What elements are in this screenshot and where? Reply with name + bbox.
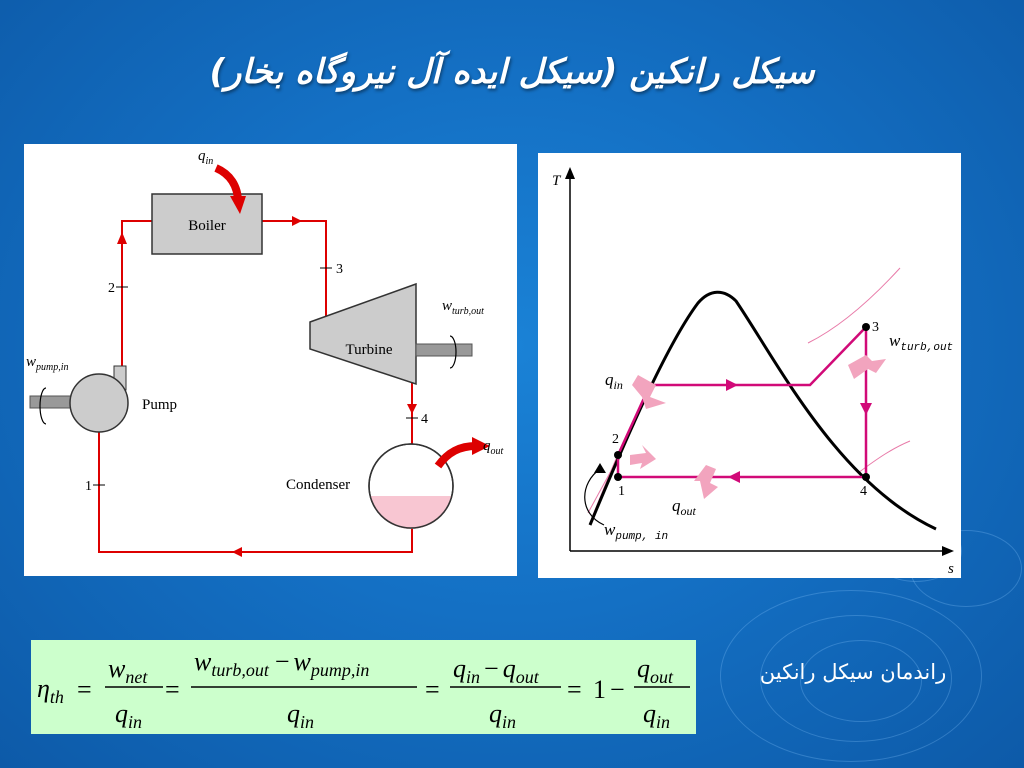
w-turb-out-label: $w_{turb,out}$	[442, 298, 484, 317]
t-axis-arrow-icon	[565, 167, 575, 179]
slide-title: سیکل رانکین (سیکل ایده آل نیروگاه بخار)	[209, 52, 815, 92]
s-axis-arrow-icon	[942, 546, 954, 556]
state-1-label: 1	[85, 479, 92, 494]
ts-diagram-panel	[538, 153, 961, 578]
boiler-label: Boiler	[188, 218, 226, 234]
s-axis-label: s	[948, 561, 954, 577]
ts-state-3-label: 3	[872, 320, 879, 335]
efficiency-formula-svg	[31, 640, 696, 734]
q-in-label: $q_{in}$	[198, 148, 214, 167]
rankine-schematic	[24, 144, 517, 576]
ts-q-in-label: $q_{in}$	[605, 370, 623, 392]
eta-symbol: $\eta_{th}$	[37, 674, 64, 707]
t-axis-label: T	[552, 173, 561, 189]
pipe-network	[99, 221, 412, 552]
turbine-label: Turbine	[345, 342, 393, 358]
q-in-denominator: $q_{in}$	[287, 699, 315, 732]
equals-sign: =	[77, 675, 92, 704]
w-pump-in-label: $w_{pump,in}$	[26, 354, 69, 373]
rankine-schematic-panel	[24, 144, 517, 576]
saturation-dome	[590, 292, 936, 529]
ts-state-4-label: 4	[860, 484, 867, 499]
state-2-label: 2	[108, 281, 115, 296]
ts-state-1-label: 1	[618, 484, 625, 499]
ts-state-2-label: 2	[612, 432, 619, 447]
equals-sign: =	[425, 675, 440, 704]
q-in-denominator: $q_{in}$	[115, 699, 143, 732]
state-3-label: 3	[336, 262, 343, 277]
q-out-numerator: $q_{out}$	[637, 654, 674, 687]
q-in-denominator: $q_{in}$	[643, 699, 671, 732]
q-out-arrow-icon	[438, 446, 476, 466]
equals-sign: =	[165, 675, 180, 704]
equals-sign: =	[567, 675, 582, 704]
condenser-water	[370, 496, 452, 529]
minus-sign: −	[610, 675, 625, 704]
one: 1	[593, 675, 606, 704]
q-out-label: $q_{out}$	[483, 438, 504, 457]
turbine-shaft	[416, 344, 472, 356]
q-in-denominator: $q_{in}$	[489, 699, 517, 732]
condenser-label: Condenser	[286, 477, 351, 493]
ts-q-out-label: $q_{out}$	[672, 496, 696, 518]
ts-w-pump-label: $w_{pump, in}$	[604, 520, 669, 543]
pump-label: Pump	[142, 397, 178, 413]
state-4-label: 4	[421, 412, 428, 427]
efficiency-formula	[31, 640, 696, 734]
pump-body	[70, 374, 128, 432]
ts-w-turb-label: $w_{turb,out}$	[889, 331, 954, 354]
cycle-arrows	[726, 379, 872, 483]
ts-diagram	[538, 153, 961, 578]
efficiency-caption: راندمان سیکل رانکین	[759, 660, 947, 684]
flow-arrows	[117, 216, 417, 557]
heat-difference-numerator: $q_{in} - q_{out}$	[453, 654, 539, 687]
work-difference-numerator: $w_{turb,out} - w_{pump,in}$	[194, 647, 370, 680]
w-net-numerator: $w_{net}$	[108, 654, 148, 687]
